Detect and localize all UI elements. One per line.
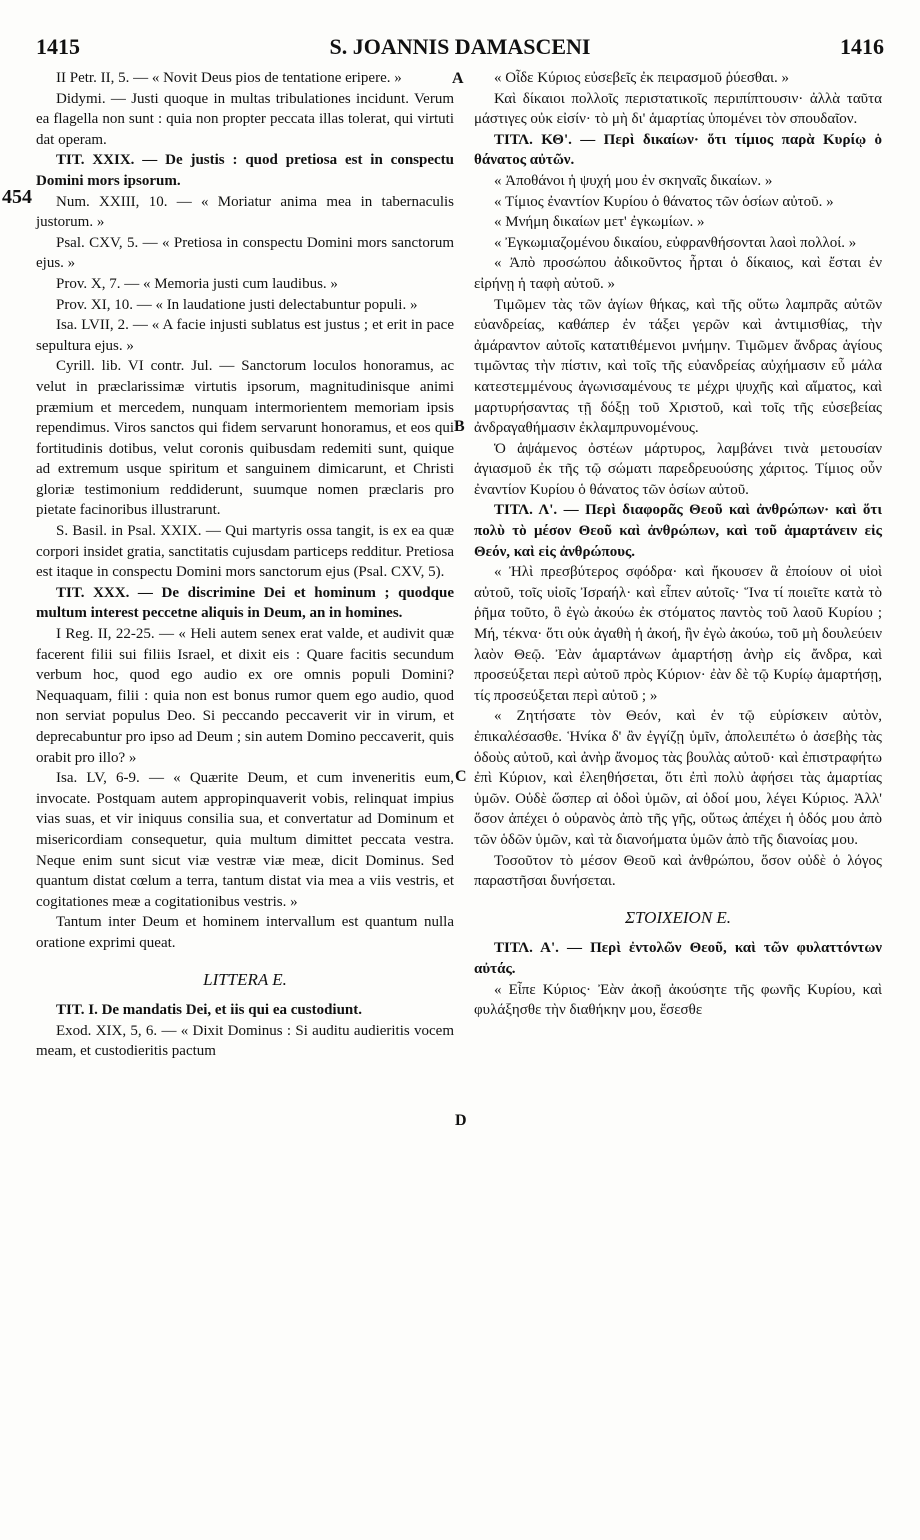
greek-para-prov10: « Μνήμη δικαίων μετ' ἐγκωμίων. » — [494, 214, 705, 231]
latin-para-cyrill: Cyrill. lib. VI contr. Jul. — Sanctorum loculos honoramus, ac velut in præclarissimæ virtutis ipsorum, magnitudinisque animi præmium et mercedem, nunquam intermorientem memoriam ipsis rependimus. Viros sanctos qui fidem servarunt honoramus, et eos qui fortitudinis dotibus, velut coronis quibusdam redemiti sunt, quique ad extremum usque spiritum et sanguinem dimicarunt, et Christi gloriæ testimonium reddiderunt, suumque nomen præclaris pro pietate facinoribus illustrarunt. — [36, 358, 454, 519]
latin-para-tantum: Tantum inter Deum et hominem intervallum est quantum nulla oratione exprimi queat. — [36, 914, 454, 951]
greek-para-isa55: « Ζητήσατε τὸν Θεόν, καὶ ἐν τῷ εὑρίσκειν αὐτὸν, ἐπικαλέσασθε. Ἡνίκα δ' ἂν ἐγγίζῃ ὑμῖν, ἀπολειπέτω ὁ ἀσεβὴς τὰς ὁδοὺς αὐτοῦ, καὶ ἀνὴρ ἄνομος τὰς βουλὰς αὐτοῦ· καὶ ἐπιστραφήτω ἐπὶ Κύριον, καὶ ἐλεηθήσεται, ὅτι ἐπὶ πολὺ ἀφήσει τὰς ἁμαρτίας ὑμῶν. Οὐδὲ ὥσπερ αἱ ὁδοὶ ὑμῶν, αἱ ὁδοί μου, λέγει Κύριος. Ἀλλ' ὅσον ἀπέχει ὁ οὐρανὸς ἀπὸ τῆς γῆς, οὕτως ἀπέχει ἡ ὁδός μου ἀπὸ τῶν ὁδῶν ὑμῶν, καὶ τὰ διανοήματα ὑμῶν ἀπὸ τῆς διανοίας μου. — [474, 708, 882, 848]
greek-para-prov11: « Ἐγκωμιαζομένου δικαίου, εὐφρανθήσονται λαοὶ πολλοί. » — [494, 234, 857, 251]
latin-para-isa55: Isa. LV, 6-9. — « Quærite Deum, et cum inveneritis eum, invocate. Postquam autem appropinquaverit vobis, relinquat impius vias suas, et vir iniquus consilia sua, et convertatur ad Dominum et misericordiam consequetur, quia multum dimittet peccata vestra. Neque enim sunt sicut viæ vestræ viæ meæ, dicit Dominus. Sed quantum distat cœlum a terra, tantum distat via mea a viis vestris, et cogitationes meæ a cogitationibus vestris. » — [36, 770, 454, 910]
greek-para-exod: « Εἶπε Κύριος· Ἐὰν ἀκοῇ ἀκούσητε τῆς φωνῆς Κυρίου, καὶ φυλάξησθε τὴν διαθήκην μου, ἔσεσθε — [474, 981, 882, 1019]
greek-para-reg: « Ἠλὶ πρεσβύτερος σφόδρα· καὶ ἤκουσεν ἃ ἐποίουν οἱ υἱοὶ αὐτοῦ, τοῖς υἱοῖς Ἰσραήλ· καὶ εἶπεν αὐτοῖς· Ἵνα τί ποιεῖτε κατὰ τὸ ῥῆμα τοῦτο, ὃ ἐγὼ ἀκούω ἐκ στόματος παντὸς τοῦ λαοῦ Κυρίου ; Μή, τέκνα· ὅτι οὐκ ἀγαθὴ ἡ ἀκοή, ἣν ἐγὼ ἀκούω, τοῦ μὴ δουλεύειν λαὸν Θεῷ. Ἐὰν ἁμαρτάνων ἁμαρτήσῃ ἀνὴρ εἰς ἄνδρα, καὶ προσεύξεται περὶ αὐτοῦ πρὸς Κύριον· ἐὰν δὲ τῷ Κυρίῳ ἁμαρτήσῃ, τίς προσεύξεται περὶ αὐτοῦ ; » — [474, 564, 882, 704]
greek-para-isa57: « Ἀπὸ προσώπου ἀδικοῦντος ἦρται ὁ δίκαιος, καὶ ἔσται ἐν εἰρήνῃ ἡ ταφὴ αὐτοῦ. » — [474, 255, 882, 292]
margin-marker-a: A — [452, 70, 464, 87]
latin-para-prov11: Prov. XI, 10. — « In laudatione justi delectabuntur populi. » — [56, 296, 418, 313]
greek-para-num: « Ἀποθάνοι ἡ ψυχή μου ἐν σκηναῖς δικαίων. » — [494, 172, 773, 189]
latin-para-psal: Psal. CXV, 5. — « Pretiosa in conspectu Domini mors sanctorum ejus. » — [36, 234, 454, 272]
latin-para-basil: S. Basil. in Psal. XXIX. — Qui martyris ossa tangit, is ex ea quæ corpori insidet gratia, sanctitatis cujusdam particeps redditur. Pretiosa est itaque in conspectu Domini mors sanctorum ejus (Psal. CXV, 5). — [36, 523, 454, 581]
latin-title-30: TIT. XXX. — De discrimine Dei et hominum ; quodque multum interest peccetne aliquis in Deum, an in homines. — [36, 584, 454, 622]
greek-para-basil: Ὁ ἁψάμενος ὀστέων μάρτυρος, λαμβάνει τινὰ μετουσίαν ἁγιασμοῦ ἐκ τῆς τῷ σώματι παρεδρευούσης χάριτος. Τίμιος οὖν ἐναντίον Κυρίου ὁ θάνατος τῶν ὁσίων αὐτοῦ. — [474, 440, 882, 498]
greek-title-29: ΤΙΤΛ. ΚΘ'. — Περὶ δικαίων· ὅτι τίμιος παρὰ Κυρίῳ ὁ θάνατος αὐτῶν. — [474, 131, 882, 169]
latin-title-29: TIT. XXIX. — De justis : quod pretiosa est in conspectu Domini mors ipsorum. — [36, 152, 454, 189]
latin-para-num: Num. XXIII, 10. — « Moriatur anima mea in tabernaculis justorum. » — [36, 193, 454, 231]
page-number-right: 1416 — [840, 34, 884, 59]
latin-title-1: TIT. I. De mandatis Dei, et iis qui ea custodiunt. — [56, 1002, 363, 1019]
greek-para-2: Καὶ δίκαιοι πολλοῖς περιστατικοῖς περιπίπτουσιν· ἀλλὰ ταῦτα μάστιγες οὐκ εἰσίν· τὸ μὴ δι' ἁμαρτίας ὑπομένει τὸν σπουδαῖον. — [474, 90, 882, 128]
greek-para-1: « Οἶδε Κύριος εὐσεβεῖς ἐκ πειρασμοῦ ῥύεσθαι. » — [494, 70, 790, 86]
greek-title-30: ΤΙΤΛ. Λ'. — Περὶ διαφορᾶς Θεοῦ καὶ ἀνθρώπων· καὶ ὅτι πολὺ τὸ μέσον Θεοῦ καὶ ἀνθρώπων, καὶ τοῦ ἁμαρτάνειν εἰς Θεόν, καὶ εἰς ἀνθρώπους. — [474, 502, 882, 560]
latin-para-2: Didymi. — Justi quoque in multas tribulationes incidunt. Verum ea flagella non sunt : quia non propter peccata illas tolerat, qui virtuti dat operam. — [36, 90, 454, 148]
margin-marker-c: C — [455, 768, 467, 785]
latin-para-1: II Petr. II, 5. — « Novit Deus pios de tentatione eripere. » — [56, 70, 402, 86]
page-number-left: 1415 — [36, 34, 80, 59]
running-title: S. JOANNIS DAMASCENI — [329, 34, 591, 59]
column-number-marker: 454 — [2, 186, 32, 208]
greek-para-psal: « Τίμιος ἐναντίον Κυρίου ὁ θάνατος τῶν ὁσίων αὐτοῦ. » — [494, 193, 834, 210]
latin-section-heading: LITTERA E. — [203, 969, 287, 989]
page-header — [36, 34, 884, 64]
greek-section-heading: ΣΤΟΙΧΕΙΟΝ Ε. — [624, 907, 732, 927]
greek-title-1: ΤΙΤΛ. Α'. — Περὶ ἐντολῶν Θεοῦ, καὶ τῶν φυλαττόντων αὐτάς. — [474, 940, 882, 977]
margin-marker-b: B — [454, 418, 465, 435]
latin-column — [36, 68, 454, 1062]
greek-column — [474, 68, 882, 1021]
latin-para-prov10: Prov. X, 7. — « Memoria justi cum laudibus. » — [56, 275, 338, 292]
latin-para-exod: Exod. XIX, 5, 6. — « Dixit Dominus : Si auditu audieritis vocem meam, et custodieritis pactum — [36, 1022, 454, 1060]
latin-para-reg: I Reg. II, 22-25. — « Heli autem senex erat valde, et audivit quæ facerent filii sui filiis Israel, et dixit eis : Quare facitis secundum verbum hoc, quod ego audio ex ore omnis populi Domini? Nequaquam, filii : quia non est bonus rumor quem ego audio, quod non serviat populus Deo. Si peccando peccaverit vir in virum, et deprecabuntur pro ipso ad Deum ; sin autem Domino peccaverit, quis orabit pro illo? » — [36, 626, 454, 766]
latin-para-isa57: Isa. LVII, 2. — « A facie injusti sublatus est justus ; et erit in pace sepultura ejus. » — [36, 317, 454, 354]
greek-para-tosouton: Τοσοῦτον τὸ μέσον Θεοῦ καὶ ἀνθρώπου, ὅσον οὐδὲ ὁ λόγος παραστῆσαι δυνήσεται. — [474, 852, 882, 890]
margin-marker-d: D — [455, 1112, 467, 1129]
greek-para-cyrill: Τιμῶμεν τὰς τῶν ἁγίων θήκας, καὶ τῆς οὕτω λαμπρᾶς αὐτῶν εὐανδρείας, καθάπερ ἐν τάξει γερῶν καὶ ἀντιμισθίας, τὴν ἀμάραντον αὐτοῖς κατατιθέμενοι μνήμην. Τιμῶμεν ἄνδρας ἁγίους τιμῶντας τὴν πίστιν, καὶ τοῖς τῆς εὐανδρείας αὐχήμασιν εὖ μάλα κατεστεμμένους ἀγωνισαμένους τε μέχρι ψυχῆς καὶ αἵματος, καὶ μαρτυρήσαντας τῇ δόξῃ τοῦ Χριστοῦ, καὶ τοῖς τῆς εὐσεβείας ἀνδραγαθήμασιν ἐκλαμπρυνομένους. — [474, 296, 882, 437]
